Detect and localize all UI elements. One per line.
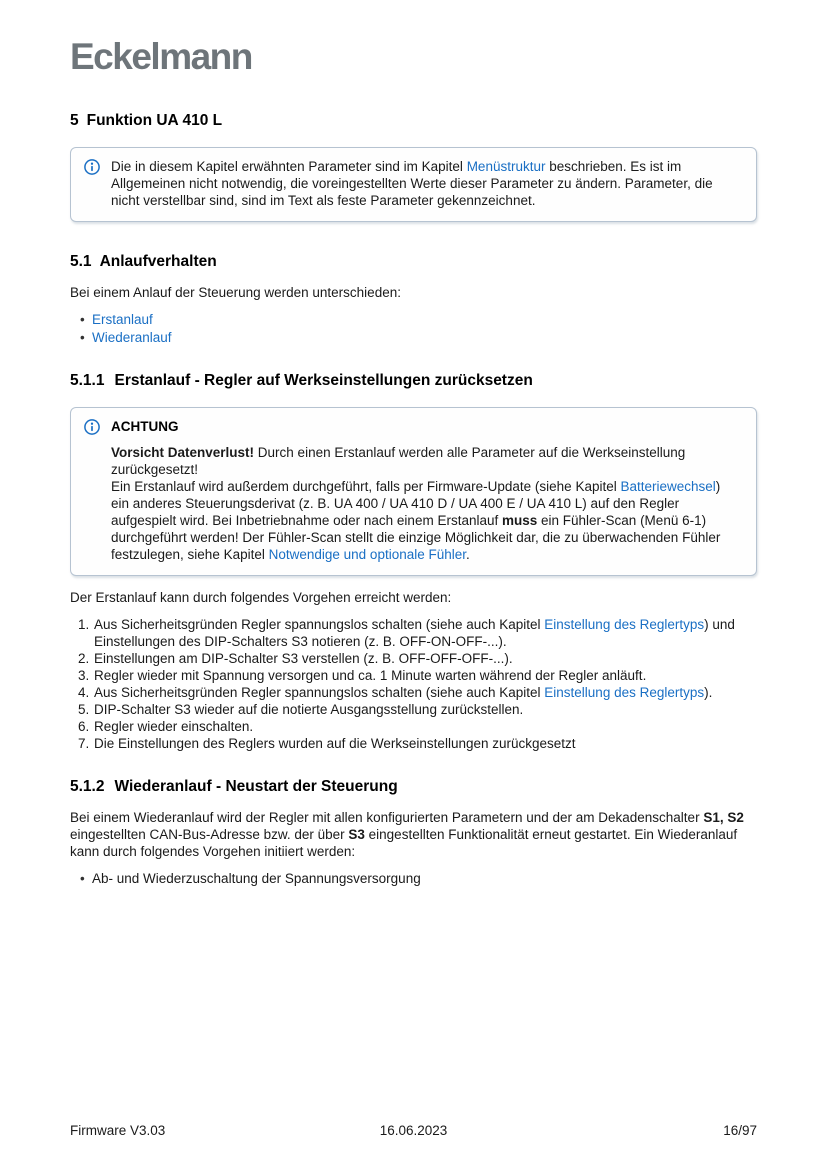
step-item	[93, 667, 757, 684]
attention-content	[111, 418, 742, 563]
text-segment: muss	[501, 512, 538, 528]
page-footer	[70, 1123, 757, 1138]
text-segment: Regler wieder mit Spannung versorgen und ca. 1 Minute warten während der Regler anläuft.	[94, 667, 647, 683]
inline-link[interactable]: Notwendige und optionale Fühler	[268, 546, 467, 562]
text-segment: Die in diesem Kapitel erwähnten Parameter sind im Kapitel	[111, 158, 467, 174]
text-segment: Einstellungen am DIP-Schalter S3 verstellen (z. B. OFF-OFF-OFF-...).	[94, 650, 513, 666]
list-item	[70, 870, 757, 888]
inline-link[interactable]: Batteriewechsel	[620, 478, 716, 494]
section-number: 5.1.2	[70, 777, 105, 795]
step-item	[93, 735, 757, 752]
section-5-1-1-heading	[70, 372, 757, 391]
step-item	[93, 616, 757, 650]
footer-firmware-version: Firmware V3.03	[70, 1123, 166, 1138]
text-segment: Regler wieder einschalten.	[94, 718, 254, 734]
footer-page-number: 16/97	[723, 1123, 757, 1138]
text-segment: Die Einstellungen des Reglers wurden auf die Werkseinstellungen zurückgesetzt	[94, 735, 576, 751]
restart-methods-list	[70, 870, 757, 888]
section-title: Anlaufverhalten	[99, 252, 217, 270]
section-5-1-heading	[70, 253, 757, 272]
text-segment: eingestellten CAN-Bus-Adresse bzw. der über	[70, 827, 349, 843]
info-icon	[84, 159, 100, 209]
text-segment: DIP-Schalter S3 wieder auf die notierte Ausgangsstellung zurückstellen.	[94, 701, 524, 717]
procedure-intro: Der Erstanlauf kann durch folgendes Vorgehen erreicht werden:	[70, 589, 452, 605]
list-item	[70, 329, 757, 347]
section-title: Erstanlauf - Regler auf Werkseinstellungen zurücksetzen	[114, 372, 533, 390]
text-segment: .	[466, 546, 470, 562]
section-number: 5.1	[70, 252, 92, 270]
company-logo: Eckelmann	[70, 36, 252, 77]
text-segment: Aus Sicherheitsgründen Regler spannungslos schalten (siehe auch Kapitel	[94, 616, 545, 632]
step-item	[93, 650, 757, 667]
text-segment: eingestellten Funktionalität erneut gestartet. Ein Wiederanlauf kann durch folgendes Vorgehen initiiert werden:	[70, 827, 738, 860]
inline-link[interactable]: Einstellung des Reglertyps	[544, 616, 705, 632]
attention-box	[70, 407, 757, 576]
chapter-title: Funktion UA 410 L	[86, 112, 223, 129]
step-item	[93, 701, 757, 718]
section-5-1-intro: Bei einem Anlauf der Steuerung werden unterschieden:	[70, 285, 401, 301]
chapter-heading	[70, 112, 757, 131]
text-segment: ) ein anderes Steuerungsderivat (z. B. UA 400 / UA 410 D / UA 400 E / UA 410 L) auf den Regler aufgespielt wird. Bei Inbetriebnahme oder nach einem Erstanlauf	[111, 478, 721, 528]
text-segment: ein Fühler-Scan (Menü 6-1) durchgeführt werden! Der Fühler-Scan stellt die einzige Möglichkeit dar, die zu überwachenden Fühler festzulegen, siehe Kapitel	[111, 512, 721, 562]
text-segment: ).	[704, 684, 713, 700]
text-segment: Ein Erstanlauf wird außerdem durchgeführt, falls per Firmware-Update (siehe Kapitel	[111, 478, 621, 494]
info-note-box	[70, 147, 757, 222]
step-item	[93, 718, 757, 735]
startup-types-list	[70, 311, 757, 346]
footer-date: 16.06.2023	[379, 1123, 448, 1138]
first-start-steps-list	[70, 616, 757, 752]
inline-link[interactable]: Menüstruktur	[466, 158, 546, 174]
text-segment: Aus Sicherheitsgründen Regler spannungslos schalten (siehe auch Kapitel	[94, 684, 545, 700]
chapter-number: 5	[70, 112, 79, 129]
inline-link[interactable]: Erstanlauf	[92, 312, 153, 328]
text-segment: beschrieben. Es ist im Allgemeinen nicht notwendig, die voreingestellten Werte dieser Parameter zu ändern. Parameter, die nicht verstellbar sind, sind im Text als feste Parameter gekennzeichnet.	[111, 158, 713, 208]
text-segment: ) und Einstellungen des DIP-Schalters S3 notieren (z. B. OFF-ON-OFF-...).	[94, 616, 735, 649]
inline-link[interactable]: Wiederanlauf	[92, 329, 172, 345]
text-segment: Bei einem Wiederanlauf wird der Regler mit allen konfigurierten Parametern und der am Dekadenschalter	[70, 810, 704, 826]
text-segment: Durch einen Erstanlauf werden alle Parameter auf die Werkseinstellung zurückgesetzt!	[111, 444, 686, 477]
info-note-text	[111, 158, 742, 209]
attention-title: ACHTUNG	[111, 418, 179, 434]
info-icon	[84, 419, 100, 563]
text-segment: S1, S2	[703, 810, 744, 826]
text-segment: Ab- und Wiederzuschaltung der Spannungsversorgung	[92, 871, 421, 887]
inline-link[interactable]: Einstellung des Reglertyps	[544, 684, 705, 700]
section-title: Wiederanlauf - Neustart der Steuerung	[114, 777, 398, 795]
attention-text	[111, 445, 720, 562]
list-item	[70, 311, 757, 329]
text-segment: S3	[348, 827, 365, 843]
section-number: 5.1.1	[70, 372, 105, 390]
step-item	[93, 684, 757, 701]
text-segment: Vorsicht Datenverlust!	[111, 444, 255, 460]
section-5-1-2-heading	[70, 778, 757, 797]
restart-paragraph	[70, 809, 757, 860]
